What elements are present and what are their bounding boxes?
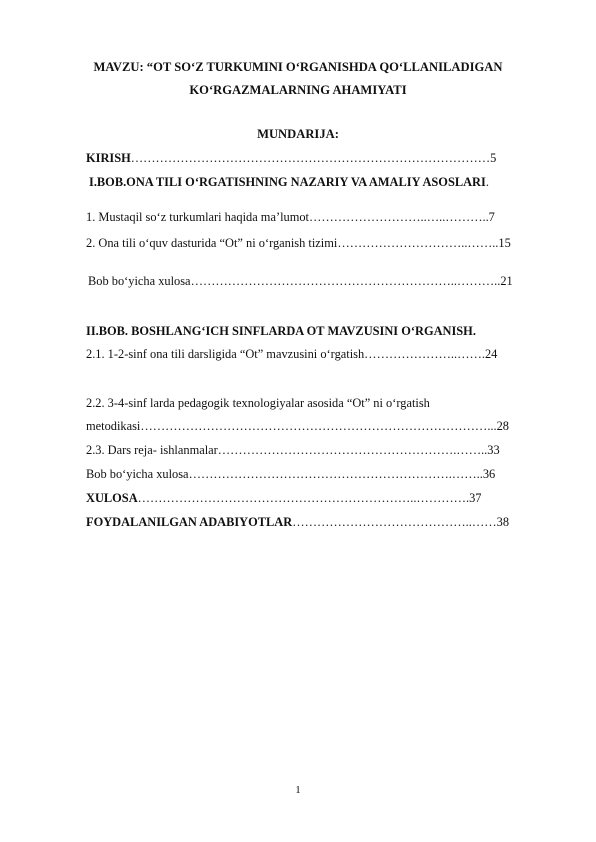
toc-page-number: 5: [490, 151, 497, 165]
toc-leader-dots: ……………………………………………………….……..: [188, 467, 483, 481]
toc-leader-dots: …………………..…….: [364, 347, 485, 361]
toc-page-number: 21: [500, 274, 513, 288]
document-title-line-2: KO‘RGAZMALARNING AHAMIYATI: [189, 83, 407, 97]
toc-entry-2-2-line-1[interactable]: [86, 395, 430, 411]
toc-label: KIRISH: [86, 151, 131, 165]
toc-entry-1[interactable]: [86, 209, 495, 225]
toc-leader-dots: ………………………………………………………..………..: [190, 274, 501, 288]
toc-page-number: 38: [496, 515, 510, 529]
toc-label: 2.3. Dars reja- ishlanmalar: [86, 443, 218, 457]
toc-leader-dots: ………………………………………………….……..: [217, 443, 488, 457]
toc-entry-bob-xulosa-2[interactable]: [86, 466, 495, 482]
contents-heading: MUNDARIJA:: [257, 127, 339, 141]
toc-entry-2-2-line-2[interactable]: [86, 418, 509, 434]
toc-page-number: 15: [498, 236, 511, 250]
toc-label: 1. Mustaqil so‘z turkumlari haqida ma’lumot: [86, 210, 309, 224]
toc-entry-adabiyotlar[interactable]: [86, 514, 509, 530]
toc-page-number: 28: [496, 419, 509, 433]
toc-label: Bob bo‘yicha xulosa: [86, 467, 189, 481]
toc-label: 2.2. 3-4-sinf larda pedagogik texnologiyalar asosida “Ot” ni o‘rgatish: [86, 396, 430, 410]
toc-label: metodikasi: [86, 419, 141, 433]
toc-chapter-2-heading[interactable]: [86, 323, 476, 339]
toc-page-number: 36: [482, 467, 496, 481]
toc-leader-dots: ……………………………………..……: [292, 515, 497, 529]
toc-label: XULOSA: [86, 491, 138, 505]
toc-entry-xulosa[interactable]: [86, 490, 481, 506]
toc-page-number: 7: [488, 210, 495, 224]
toc-page-number: 33: [487, 443, 500, 457]
toc-label: I.BOB.ONA TILI O‘RGATISHNING NAZARIY VA AMALIY ASOSLARI: [89, 175, 486, 189]
toc-page-number: 37: [469, 491, 482, 505]
toc-page-number: 24: [484, 347, 498, 361]
toc-leader-dots: …………………………………………………………..………….: [137, 491, 470, 505]
toc-entry-bob-xulosa-1[interactable]: [88, 273, 513, 289]
toc-entry-2-1[interactable]: [86, 346, 497, 362]
toc-label: II.BOB. BOSHLANG‘ICH SINFLARDA OT MAVZUSINI O‘RGANISH.: [86, 324, 476, 338]
toc-leader-dots: …………………………..……..: [337, 236, 499, 250]
toc-leader-dots: …………………………………………………………………………...: [140, 419, 497, 433]
toc-suffix: .: [485, 175, 489, 189]
toc-label: 2. Ona tili o‘quv dasturida “Ot” ni o‘rganish tizimi: [86, 236, 338, 250]
toc-label: FOYDALANILGAN ADABIYOTLAR: [86, 515, 293, 529]
toc-leader-dots: ………………………..…..………..: [309, 210, 489, 224]
page-number: 1: [295, 784, 301, 796]
toc-chapter-1-heading[interactable]: [89, 174, 489, 190]
document-title-line-1: MAVZU: “OT SO‘Z TURKUMINI O‘RGANISHDA QO‘LLANILADIGAN: [93, 60, 503, 74]
toc-entry-2[interactable]: [86, 235, 511, 251]
toc-label: Bob bo‘yicha xulosa: [88, 274, 191, 288]
toc-leader-dots: ……………………………………………………………………………: [130, 151, 491, 165]
toc-label: 2.1. 1-2-sinf ona tili darsligida “Ot” mavzusini o‘rgatish: [86, 347, 365, 361]
toc-entry-kirish[interactable]: [86, 150, 496, 166]
toc-entry-2-3[interactable]: [86, 442, 500, 458]
